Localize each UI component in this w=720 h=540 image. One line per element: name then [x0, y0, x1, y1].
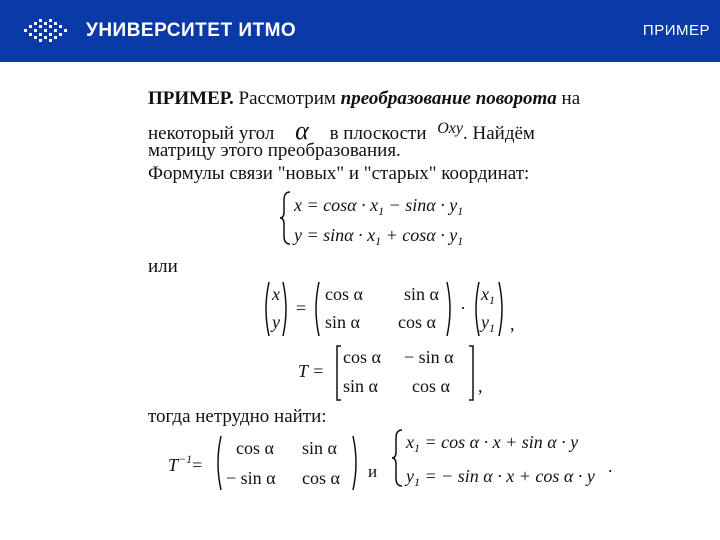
then-line: тогда нетрудно найти: [148, 406, 327, 427]
comma: , [478, 376, 483, 396]
matrix-cell: − sin α [226, 468, 276, 488]
vector-y1: $y_1$ [481, 312, 495, 335]
example-heading: ПРИМЕР. [148, 88, 234, 109]
matrix-cell: sin α [325, 312, 360, 332]
alpha-symbol: α [295, 116, 309, 145]
matrix-cell: cos α [236, 438, 274, 458]
matrix-cell: cos α [343, 347, 381, 367]
oxy-label: Oxy [437, 120, 463, 137]
matrix-cell: − sin α [404, 347, 454, 367]
emphasis-rotation: преобразование поворота [340, 88, 557, 109]
matrix-T-label: T = [298, 361, 325, 381]
period: . [608, 456, 613, 476]
system-row-2: $y = \sin\alpha \cdot x_1 + \cos\alpha \cdot y_1$ [294, 225, 464, 248]
and-label: и [368, 462, 378, 481]
header-bar [0, 0, 720, 62]
inverse-system-row-2: $y_1$ = − sin α · x + cos α · y [406, 466, 595, 489]
system-row-1: $x = \cos\alpha \cdot x_1 - \sin\alpha \cdot y_1$ [294, 195, 464, 218]
slide-content [0, 62, 720, 540]
text-line-1: ПРИМЕР. Рассмотрим преобразование поворота на [148, 88, 581, 109]
section-label: ПРИМЕР [642, 22, 710, 39]
vector-x: x [272, 284, 280, 304]
matrix-cell: sin α [302, 438, 337, 458]
matrix-cell: cos α [398, 312, 436, 332]
brand-name: УНИВЕРСИТЕТ ИТМО [86, 20, 297, 41]
matrix-cell: sin α [404, 284, 439, 304]
equals-sign: = [296, 298, 307, 318]
matrix-cell: cos α [325, 284, 363, 304]
inverse-system-row-1: $x_1 = \cos \alpha \cdot x + \sin \alpha \cdot y$ [406, 432, 579, 455]
or-label: или [148, 256, 178, 277]
system-brace [392, 428, 404, 488]
text-line-4: Формулы связи "новых" и "старых" координат: [148, 163, 530, 184]
text-line-2: некоторый угол α в плоскости $^{Oxy}$. Найдём [148, 116, 535, 145]
system-brace [280, 190, 292, 246]
comma: , [510, 314, 515, 334]
dot-operator: · [460, 298, 466, 318]
itmo-logo-icon [22, 18, 74, 44]
matrix-cell: cos α [302, 468, 340, 488]
text-line-3: матрицу этого преобразования. [148, 140, 401, 161]
vector-y: y [272, 312, 280, 332]
matrix-cell: sin α [343, 376, 378, 396]
vector-x1: $x_1$ [481, 284, 495, 307]
matrix-cell: cos α [412, 376, 450, 396]
matrix-T-inverse-label: $T^{-1}=$ [168, 452, 203, 475]
